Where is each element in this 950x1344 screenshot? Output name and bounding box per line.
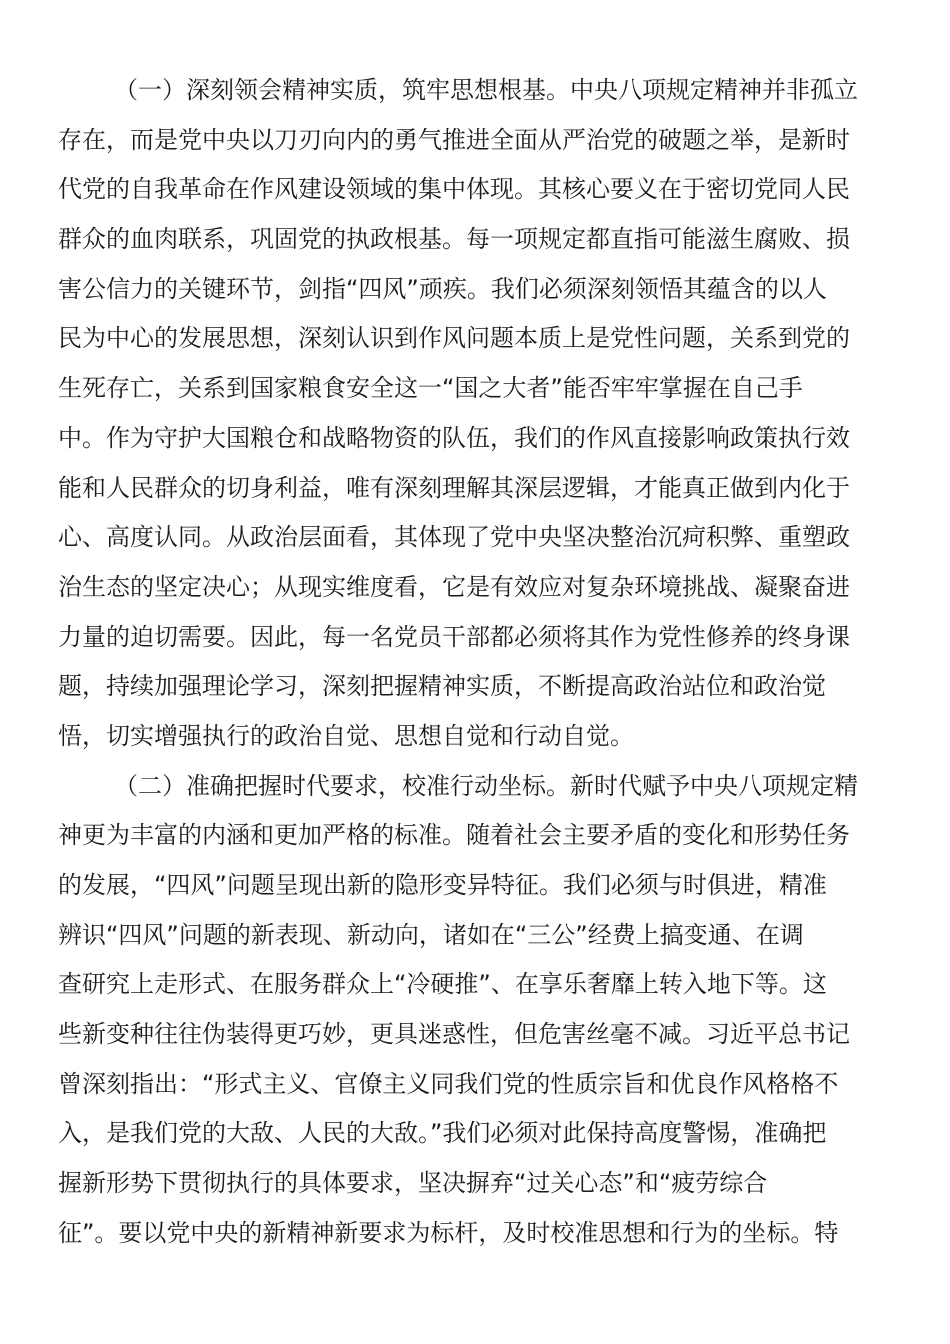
text-line: （二）准确把握时代要求，校准行动坐标。新时代赋予中央八项规定精 [114,771,858,800]
text-line: 能和人民群众的切身利益，唯有深刻理解其深层逻辑，才能真正做到内化于 [58,473,850,502]
text-line: 力量的迫切需要。因此，每一名党员干部都必须将其作为党性修养的终身课 [58,622,850,651]
text-line: 群众的血肉联系，巩固党的执政根基。每一项规定都直指可能滋生腐败、损 [58,225,850,254]
paragraph-2 [58,762,878,1259]
text-line: 生死存亡，关系到国家粮食安全这一“国之大者”能否牢牢掌握在自己手 [58,374,803,403]
text-line: 心、高度认同。从政治层面看，其体现了党中央坚决整治沉疴积弊、重塑政 [58,523,850,552]
text-line: 曾深刻指出：“形式主义、官僚主义同我们党的性质宗旨和优良作风格格不 [58,1069,839,1098]
text-line: 存在，而是党中央以刀刃向内的勇气推进全面从严治党的破题之举，是新时 [58,125,850,154]
text-line: 题，持续加强理论学习，深刻把握精神实质，不断提高政治站位和政治觉 [58,672,826,701]
text-line: 悟，切实增强执行的政治自觉、思想自觉和行动自觉。 [58,721,634,750]
text-line: 些新变种往往伪装得更巧妙，更具迷惑性，但危害丝毫不减。习近平总书记 [58,1020,850,1049]
text-line: 入，是我们党的大敌、人民的大敌。”我们必须对此保持高度警惕，准确把 [58,1119,827,1148]
text-line: 握新形势下贯彻执行的具体要求，坚决摒弃“过关心态”和“疲劳综合 [58,1169,768,1198]
text-line: 中。作为守护大国粮仓和战略物资的队伍，我们的作风直接影响政策执行效 [58,423,850,452]
text-line: 民为中心的发展思想，深刻认识到作风问题本质上是党性问题，关系到党的 [58,324,850,353]
text-line: 代党的自我革命在作风建设领域的集中体现。其核心要义在于密切党同人民 [58,175,850,204]
text-line: 的发展，“四风”问题呈现出新的隐形变异特征。我们必须与时俱进，精准 [58,871,827,899]
text-line: （一）深刻领会精神实质，筑牢思想根基。中央八项规定精神并非孤立 [114,76,858,104]
text-line: 查研究上走形式、在服务群众上“冷硬推”、在享乐奢靡上转入地下等。这 [58,970,827,999]
text-line: 神更为丰富的内涵和更加严格的标准。随着社会主要矛盾的变化和形势任务 [58,821,850,850]
document-body [58,66,878,1259]
text-line: 辨识“四风”问题的新表现、新动向，诸如在“三公”经费上搞变通、在调 [58,920,804,949]
text-line: 治生态的坚定决心；从现实维度看，它是有效应对复杂环境挑战、凝聚奋进 [58,572,850,601]
text-line: 害公信力的关键环节，剑指“四风”顽疾。我们必须深刻领悟其蕴含的以人 [58,274,827,303]
text-line: 征”。要以党中央的新精神新要求为标杆，及时校准思想和行为的坐标。特 [58,1218,839,1247]
paragraph-1 [58,66,878,762]
